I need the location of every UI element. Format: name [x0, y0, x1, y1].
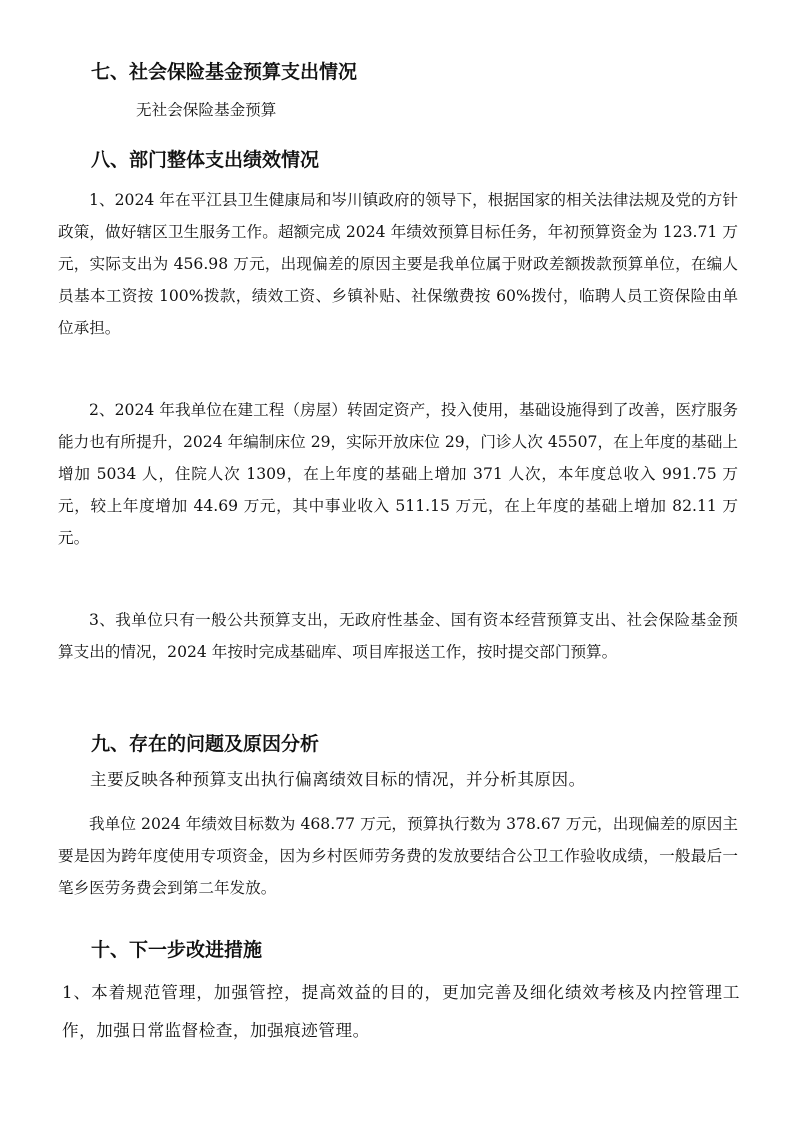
section-10-heading: 十、下一步改进措施 — [91, 939, 263, 961]
section-7-text: 无社会保险基金预算 — [136, 101, 277, 119]
section-9-summary: 主要反映各种预算支出执行偏离绩效目标的情况，并分析其原因。 — [90, 770, 586, 789]
section-10-paragraph: 1、本着规范管理，加强管控，提高效益的目的，更加完善及细化绩效考核及内控管理工作，加强日常监督检查，加强痕迹管理。 — [62, 983, 740, 1040]
section-8-paragraph-3: 3、我单位只有一般公共预算支出，无政府性基金、国有资本经营预算支出、社会保险基金预算支出的情况，2024 年按时完成基础库、项目库报送工作，按时提交部门预算。 — [58, 611, 738, 661]
section-8-paragraph-1: 1、2024 年在平江县卫生健康局和岑川镇政府的领导下，根据国家的相关法律法规及党的方针政策，做好辖区卫生服务工作。超额完成 2024 年绩效预算目标任务，年初预算资金为 123.71 万元，实际支出为 456.98 万元，出现偏差的原因主要是我单位属于财政差额拨款预算单位，在编人员基本工资按 100%拨款，绩效工资、乡镇补贴、社保缴费按 60%拨付，临聘人员工资保险由单位承担。 — [58, 191, 738, 337]
section-9-heading: 九、存在的问题及原因分析 — [91, 733, 320, 755]
section-7-heading: 七、社会保险基金预算支出情况 — [91, 61, 358, 83]
section-8-heading: 八、部门整体支出绩效情况 — [91, 149, 320, 171]
section-9-paragraph: 我单位 2024 年绩效目标数为 468.77 万元，预算执行数为 378.67 万元，出现偏差的原因主要是因为跨年度使用专项资金，因为乡村医师劳务费的发放要结合公卫工作验收成绩，一般最后一笔乡医劳务费会到第二年发放。 — [58, 815, 738, 897]
section-8-paragraph-2: 2、2024 年我单位在建工程（房屋）转固定资产，投入使用，基础设施得到了改善，医疗服务能力也有所提升，2024 年编制床位 29，实际开放床位 29，门诊人次 45507，在上年度的基础上增加 5034 人，住院人次 1309，在上年度的基础上增加 371 人次，本年度总收入 991.75 万元，较上年度增加 44.69 万元，其中事业收入 511.15 万元，在上年度的基础上增加 82.11 万元。 — [58, 401, 738, 547]
